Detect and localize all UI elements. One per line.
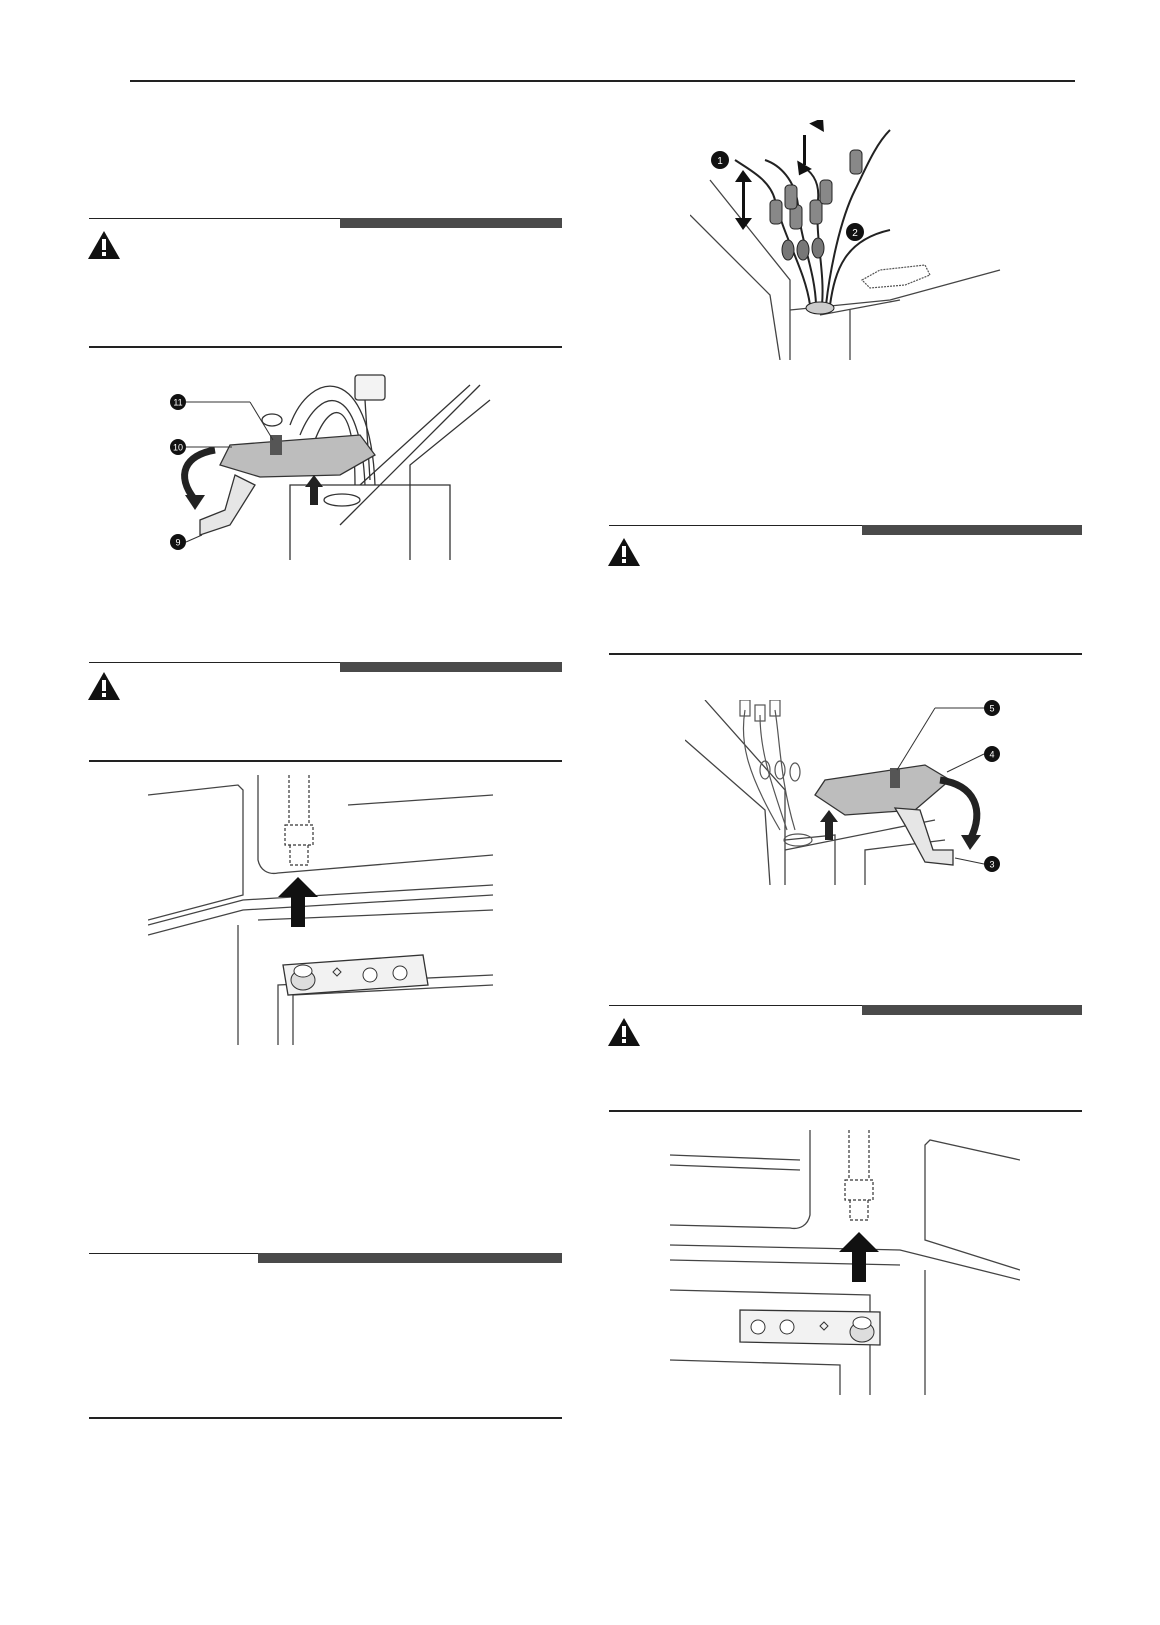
warning-bottom-rule [609,653,1082,655]
section-bottom-rule [89,1417,562,1419]
warning-bottom-rule [89,346,562,348]
section-header-bar [258,1253,562,1263]
wire-connectors-figure [690,120,1010,360]
warning-icon [606,1016,642,1048]
svg-text:1: 1 [717,156,723,167]
left-hinge-pin-figure [148,775,498,1045]
warning-bottom-rule [609,1110,1082,1112]
svg-text:3: 3 [989,859,995,870]
svg-text:4: 4 [989,749,995,760]
svg-text:10: 10 [172,442,184,453]
warning-icon [86,670,122,702]
warning-icon [86,229,122,261]
warning-header-bar [340,662,562,672]
warning-header-bar [862,525,1082,535]
warning-header-bar [340,218,562,228]
warning-icon [606,536,642,568]
svg-text:5: 5 [989,703,995,714]
svg-text:2: 2 [852,228,858,239]
svg-text:9: 9 [175,537,181,548]
warning-bottom-rule [89,760,562,762]
warning-header-bar [862,1005,1082,1015]
right-hinge-cover-figure [685,700,1020,885]
header-rule [130,80,1075,82]
right-hinge-pin-figure [670,1130,1020,1395]
left-hinge-cover-figure [160,365,500,560]
svg-text:11: 11 [173,397,183,408]
